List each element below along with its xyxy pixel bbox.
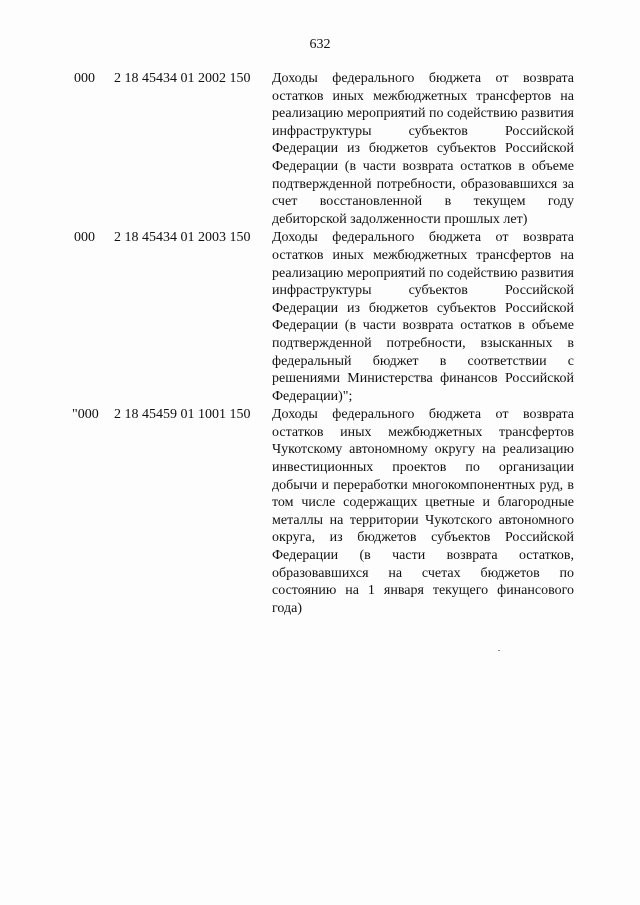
revenue-code-entry (74, 406, 574, 617)
revenue-codes-list (74, 70, 574, 618)
budget-classification-code: 2 18 45459 01 1001 150 (114, 407, 251, 423)
budget-classification-code: 2 18 45434 01 2003 150 (114, 230, 251, 246)
revenue-code-entry (74, 70, 574, 228)
budget-classification-code: 2 18 45434 01 2002 150 (114, 71, 251, 86)
revenue-description: Доходы федерального бюджета от возврата остатков иных межбюджетных трансфертов на реализацию мероприятий по содействию развития инфраструктуры субъектов Российской Федерации из бюджетов субъектов Российской Федерации (в части возврата остатков в объеме подтвержденной потребности, образовавшихся за счет восстановленной в текущем году дебиторской задолженности прошлых лет) (272, 71, 574, 227)
revenue-description: Доходы федерального бюджета от возврата остатков иных межбюджетных трансфертов Чукотскому автономному округу на реализацию инвестиционных проектов по организации добычи и переработки многокомпонентных руд, в том числе содержащих цветные и благородные металлы на территории Чукотского автономного округа, из бюджетов субъектов Российской Федерации (в части возврата остатков, образовавшихся на счетах бюджетов по состоянию на 1 января текущего финансового года) (272, 407, 574, 616)
revenue-code-entry (74, 229, 574, 405)
administrator-code: 000 (74, 71, 95, 86)
revenue-description: Доходы федерального бюджета от возврата остатков иных межбюджетных трансфертов на реализацию мероприятий по содействию развития инфраструктуры субъектов Российской Федерации из бюджетов субъектов Российской Федерации (в части возврата остатков в объеме подтвержденной потребности, взысканных в федеральный бюджет в соответствии с решениями Министерства финансов Российской Федерации)"; (272, 230, 574, 404)
scan-artifact (498, 650, 500, 651)
administrator-code: "000 (72, 407, 99, 423)
administrator-code: 000 (74, 230, 95, 246)
page-number: 632 (309, 37, 331, 52)
